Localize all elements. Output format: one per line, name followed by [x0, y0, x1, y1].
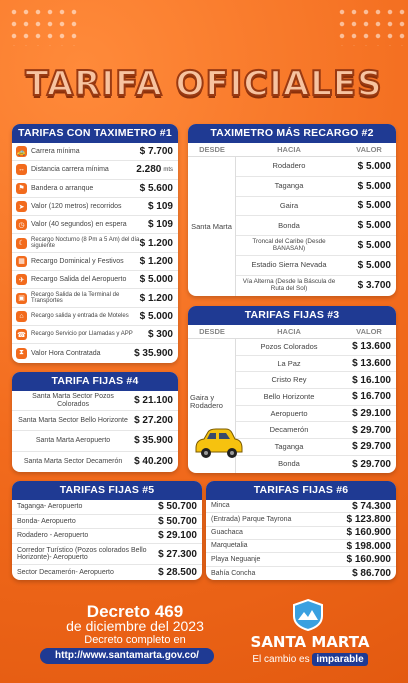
hotel-icon: ⌂	[16, 311, 27, 322]
moon-icon: ☾	[16, 238, 27, 249]
city-name: SANTA MARTA	[250, 633, 370, 651]
row-label: Recargo Salida de la Terminal de Transportes	[31, 291, 120, 305]
tarifa-row	[12, 180, 178, 198]
column-headers	[188, 143, 396, 157]
tarifa-row	[206, 553, 396, 566]
card-taximetro-1	[12, 124, 178, 363]
row-value: $ 40.200	[134, 456, 173, 468]
tarifa-row	[206, 567, 396, 580]
slogan	[242, 654, 378, 665]
decorative-dots	[8, 6, 78, 46]
value-cell: $ 29.700	[352, 458, 391, 470]
table-row	[236, 422, 396, 439]
tarifa-row	[12, 391, 178, 411]
card-title: TARIFAS FIJAS #3	[188, 306, 396, 325]
tarifa-row	[12, 544, 202, 566]
table-rows	[236, 157, 396, 296]
value-cell: $ 5.000	[357, 240, 391, 252]
tarifa-row	[12, 308, 178, 326]
to-cell: Rodadero	[272, 161, 306, 171]
tarifa-row	[12, 234, 178, 252]
table-row	[236, 197, 396, 217]
tarifa-row	[12, 344, 178, 362]
table-row	[236, 372, 396, 389]
value-cell: $ 5.000	[357, 180, 391, 192]
to-cell: Vía Alterna (Desde la Báscula de Ruta del Sol)	[242, 278, 336, 292]
value-cell: $ 3.700	[357, 280, 391, 292]
row-value: 2.280	[136, 164, 162, 176]
value-cell: $ 5.000	[357, 259, 391, 271]
row-value: $ 160.900	[346, 553, 391, 565]
value-cell: $ 5.000	[357, 160, 391, 172]
row-label: Bandera o arranque	[31, 184, 94, 192]
row-value: $ 74.300	[352, 500, 391, 512]
row-label: Recargo Servicio por Llamadas y APP	[31, 331, 133, 338]
flag-icon: ⚑	[16, 183, 27, 194]
row-value: $ 5.600	[139, 182, 173, 194]
row-label: Recargo Dominical y Festivos	[31, 257, 124, 265]
bus-icon: ▣	[16, 293, 27, 304]
decorative-dots	[336, 6, 406, 46]
decree-link[interactable]: http://www.santamarta.gov.co/	[40, 648, 214, 664]
row-label: Valor (40 segundos) en espera	[31, 221, 127, 229]
row-value: $ 35.900	[134, 347, 173, 359]
row-label: Guachaca	[211, 529, 243, 537]
page-title: TARIFA OFICIALES	[25, 64, 383, 104]
to-cell: La Paz	[277, 358, 301, 368]
row-value: $ 1.200	[139, 292, 173, 304]
value-cell: $ 5.000	[357, 200, 391, 212]
card-title: TARIFA FIJAS #4	[12, 372, 178, 391]
value-cell: $ 29.700	[352, 424, 391, 436]
to-cell: Taganga	[274, 442, 304, 452]
row-label: Santa Marta Sector Bello Horizonte	[18, 417, 128, 425]
tarifa-row	[12, 271, 178, 289]
plane-icon: ✈	[16, 274, 27, 285]
card-rows	[12, 391, 178, 472]
tarifa-row	[206, 540, 396, 553]
row-value: $ 160.900	[346, 527, 391, 539]
table-row	[236, 276, 396, 296]
to-cell: Cristo Rey	[271, 375, 307, 385]
row-label: Bonda- Aeropuerto	[17, 517, 76, 525]
row-unit: mts	[163, 166, 173, 173]
row-label: Recargo Nocturno (8 Pm a 5 Am) del día siguiente	[31, 236, 140, 250]
tarifa-row	[12, 529, 202, 544]
row-label: Bahía Concha	[211, 569, 256, 577]
from-cell: Santa Marta	[188, 157, 236, 296]
row-value: $ 300	[147, 329, 173, 341]
to-cell: Bello Horizonte	[263, 391, 315, 401]
table-body	[188, 157, 396, 296]
decree-note: Decreto completo en	[84, 634, 186, 646]
row-value: $ 109	[147, 219, 173, 231]
row-value: $ 7.700	[139, 146, 173, 158]
decree-number: Decreto 469	[86, 602, 184, 621]
to-cell: Estadio Sierra Nevada	[251, 260, 327, 270]
to-cell: Taganga	[274, 181, 304, 191]
card-title: TAXIMETRO MÁS RECARGO #2	[188, 124, 396, 143]
row-value: $ 27.300	[158, 548, 197, 560]
row-value: $ 1.200	[139, 237, 173, 249]
table-row	[236, 406, 396, 423]
col-hacia: HACIA	[277, 145, 301, 154]
tarifa-row	[12, 452, 178, 472]
tarifa-row	[12, 515, 202, 530]
tarifa-row	[12, 289, 178, 307]
tarifa-row	[12, 216, 178, 234]
tarifa-row	[12, 198, 178, 216]
column-headers	[188, 325, 396, 339]
taxi-icon: 🚕	[16, 146, 27, 157]
table-row	[236, 389, 396, 406]
row-label: Marquetalia	[211, 542, 248, 550]
row-value: $ 29.100	[158, 530, 197, 542]
clock-icon: ◷	[16, 219, 27, 230]
card-taximetro-recargo-2	[188, 124, 396, 296]
card-rows	[12, 500, 202, 580]
value-cell: $ 16.100	[352, 374, 391, 386]
col-desde: DESDE	[199, 327, 225, 336]
row-value: $ 27.200	[134, 415, 173, 427]
table-row	[236, 439, 396, 456]
value-cell: $ 5.000	[357, 220, 391, 232]
value-cell: $ 16.700	[352, 391, 391, 403]
row-label: Recargo salida y entrada de Moteles	[31, 313, 129, 320]
row-label: Carrera mínima	[31, 147, 80, 155]
tarifa-row	[12, 500, 202, 515]
ruler-icon: ↔	[18, 166, 25, 174]
tarifa-row	[12, 326, 178, 344]
value-cell: $ 29.700	[352, 441, 391, 453]
card-title: TARIFAS CON TAXIMETRO #1	[12, 124, 178, 143]
tarifa-row	[12, 565, 202, 580]
to-cell: Gaira	[279, 201, 299, 211]
col-valor: VALOR	[356, 145, 382, 154]
row-value: $ 5.000	[139, 310, 173, 322]
decree-date: de diciembre del 2023	[66, 618, 204, 634]
row-value: $ 50.700	[158, 501, 197, 513]
tarifa-row	[12, 143, 178, 161]
row-value: $ 50.700	[158, 515, 197, 527]
row-label: Recargo Salida del Aeropuerto	[31, 276, 127, 284]
card-rows	[12, 143, 178, 363]
row-label: (Entrada) Parque Tayrona	[211, 515, 292, 523]
row-value: $ 5.000	[139, 274, 173, 286]
table-row	[236, 339, 396, 356]
row-label: Rodadero - Aeropuerto	[17, 532, 89, 540]
row-label: Valor Hora Contratada	[31, 349, 101, 357]
row-label: Santa Marta Aeropuerto	[35, 437, 111, 445]
slogan-b: imparable	[312, 653, 367, 666]
col-valor: VALOR	[356, 327, 382, 336]
tarifa-row	[206, 500, 396, 513]
card-title: TARIFAS FIJAS #5	[12, 481, 202, 500]
row-label: Valor (120 metros) recorridos	[31, 202, 122, 210]
row-label: Taganga- Aeropuerto	[17, 503, 83, 511]
value-cell: $ 29.100	[352, 408, 391, 420]
row-value: $ 123.800	[346, 513, 391, 525]
to-cell: Bonda	[278, 459, 300, 469]
route-icon: ➤	[16, 201, 27, 212]
tarifa-row	[12, 253, 178, 271]
tarifa-row	[12, 161, 178, 179]
table-rows	[236, 339, 396, 473]
row-value: $ 198.000	[346, 540, 391, 552]
table-row	[236, 216, 396, 236]
card-tarifa-fijas-4	[12, 372, 178, 472]
to-cell: Aeropuerto	[270, 408, 308, 418]
col-hacia: HACIA	[277, 327, 301, 336]
table-row	[236, 177, 396, 197]
tarifa-row	[206, 513, 396, 526]
row-value: $ 21.100	[134, 395, 173, 407]
row-label: Sector Decamerón- Aeropuerto	[17, 569, 114, 576]
card-tarifas-fijas-6	[206, 481, 396, 580]
row-label: Playa Neguanje	[211, 555, 261, 563]
table-row	[236, 236, 396, 256]
row-value: $ 28.500	[158, 567, 197, 579]
row-label: Distancia carrera mínima	[31, 166, 109, 174]
value-cell: $ 13.600	[352, 358, 391, 370]
card-tarifas-fijas-5	[12, 481, 202, 580]
table-row	[236, 157, 396, 177]
to-cell: Decamerón	[269, 425, 309, 435]
slogan-a: El cambio es	[252, 654, 310, 665]
row-label: Minca	[211, 502, 230, 510]
row-label: Santa Marta Sector Pozos Colorados	[32, 393, 114, 408]
card-rows	[206, 500, 396, 580]
calendar-icon: ▦	[16, 256, 27, 267]
row-value: $ 1.200	[139, 255, 173, 267]
col-desde: DESDE	[199, 145, 225, 154]
tarifa-row	[12, 431, 178, 451]
table-row	[236, 256, 396, 276]
row-value: $ 86.700	[352, 567, 391, 579]
taxi-car-icon	[190, 422, 244, 462]
to-cell: Pozos Colorados	[260, 341, 318, 351]
row-label: Corredor Turístico (Pozos colorados Bello Horizonte)- Aeropuerto	[17, 546, 147, 561]
hourglass-icon: ⧗	[16, 348, 27, 359]
to-cell: Troncal del Caribe (Desde BANASAN)	[252, 237, 326, 252]
row-label: Santa Marta Sector Decamerón	[23, 457, 123, 465]
tarifa-row	[12, 411, 178, 431]
tarifa-row	[206, 527, 396, 540]
phone-icon: ☎	[16, 329, 27, 340]
city-shield-icon	[290, 598, 326, 632]
card-title: TARIFAS FIJAS #6	[206, 481, 396, 500]
from-label: Gaira y Rodadero	[190, 393, 223, 410]
row-value: $ 35.900	[134, 435, 173, 447]
row-value: $ 109	[147, 201, 173, 213]
table-row	[236, 456, 396, 473]
table-row	[236, 356, 396, 373]
to-cell: Bonda	[278, 220, 300, 230]
value-cell: $ 13.600	[352, 341, 391, 353]
